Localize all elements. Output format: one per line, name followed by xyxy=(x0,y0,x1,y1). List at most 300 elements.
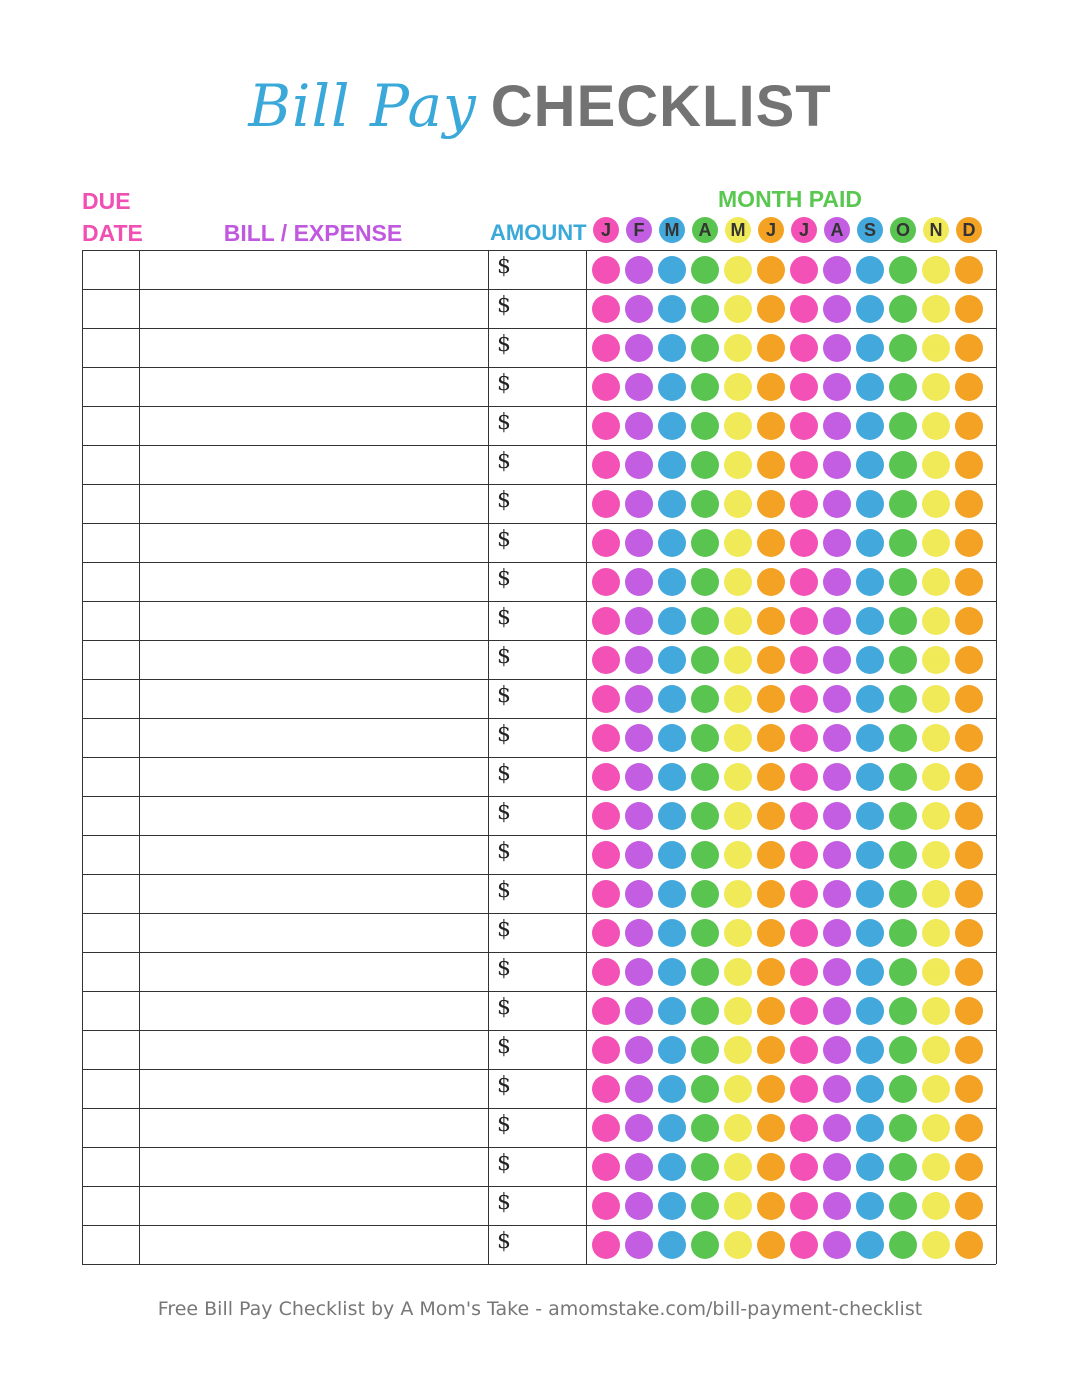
month-paid-dot[interactable] xyxy=(658,568,686,596)
month-paid-dot[interactable] xyxy=(691,880,719,908)
month-paid-dot[interactable] xyxy=(625,256,653,284)
month-paid-dot[interactable] xyxy=(625,295,653,323)
bill-expense-cell[interactable] xyxy=(140,875,488,912)
month-paid-dot[interactable] xyxy=(658,1036,686,1064)
month-paid-dot[interactable] xyxy=(592,295,620,323)
due-date-cell[interactable] xyxy=(83,836,139,873)
month-paid-dot[interactable] xyxy=(592,685,620,713)
month-paid-dot[interactable] xyxy=(757,412,785,440)
month-paid-dot[interactable] xyxy=(955,880,983,908)
month-paid-dot[interactable] xyxy=(922,412,950,440)
month-paid-dot[interactable] xyxy=(724,334,752,362)
month-paid-dot[interactable] xyxy=(823,880,851,908)
month-paid-dot[interactable] xyxy=(955,724,983,752)
month-paid-dot[interactable] xyxy=(658,607,686,635)
month-paid-dot[interactable] xyxy=(625,412,653,440)
month-paid-dot[interactable] xyxy=(856,1192,884,1220)
month-paid-dot[interactable] xyxy=(790,412,818,440)
month-paid-dot[interactable] xyxy=(955,256,983,284)
bill-expense-cell[interactable] xyxy=(140,1031,488,1068)
month-paid-dot[interactable] xyxy=(790,568,818,596)
month-paid-dot[interactable] xyxy=(922,685,950,713)
month-paid-dot[interactable] xyxy=(955,1036,983,1064)
amount-dollar-sign[interactable]: $ xyxy=(497,956,511,981)
month-paid-dot[interactable] xyxy=(757,685,785,713)
month-paid-dot[interactable] xyxy=(889,685,917,713)
bill-expense-cell[interactable] xyxy=(140,836,488,873)
month-paid-dot[interactable] xyxy=(658,1231,686,1259)
month-paid-dot[interactable] xyxy=(856,646,884,674)
month-paid-dot[interactable] xyxy=(625,1036,653,1064)
due-date-cell[interactable] xyxy=(83,758,139,795)
month-paid-dot[interactable] xyxy=(823,490,851,518)
month-paid-dot[interactable] xyxy=(889,412,917,440)
month-paid-dot[interactable] xyxy=(922,1075,950,1103)
month-paid-dot[interactable] xyxy=(889,997,917,1025)
month-paid-dot[interactable] xyxy=(658,373,686,401)
month-paid-dot[interactable] xyxy=(790,1153,818,1181)
month-paid-dot[interactable] xyxy=(922,490,950,518)
due-date-cell[interactable] xyxy=(83,563,139,600)
month-paid-dot[interactable] xyxy=(757,958,785,986)
month-paid-dot[interactable] xyxy=(625,724,653,752)
month-paid-dot[interactable] xyxy=(757,607,785,635)
month-paid-dot[interactable] xyxy=(724,529,752,557)
month-paid-dot[interactable] xyxy=(691,1231,719,1259)
month-paid-dot[interactable] xyxy=(823,1075,851,1103)
month-paid-dot[interactable] xyxy=(757,802,785,830)
month-paid-dot[interactable] xyxy=(889,607,917,635)
month-paid-dot[interactable] xyxy=(724,256,752,284)
month-paid-dot[interactable] xyxy=(955,568,983,596)
month-paid-dot[interactable] xyxy=(856,802,884,830)
month-paid-dot[interactable] xyxy=(823,1114,851,1142)
bill-expense-cell[interactable] xyxy=(140,1148,488,1185)
month-paid-dot[interactable] xyxy=(955,451,983,479)
month-paid-dot[interactable] xyxy=(691,685,719,713)
amount-dollar-sign[interactable]: $ xyxy=(497,917,511,942)
due-date-cell[interactable] xyxy=(83,797,139,834)
month-paid-dot[interactable] xyxy=(823,763,851,791)
month-paid-dot[interactable] xyxy=(856,1231,884,1259)
amount-dollar-sign[interactable]: $ xyxy=(497,527,511,552)
month-paid-dot[interactable] xyxy=(889,763,917,791)
month-paid-dot[interactable] xyxy=(856,529,884,557)
month-paid-dot[interactable] xyxy=(790,724,818,752)
amount-dollar-sign[interactable]: $ xyxy=(497,1073,511,1098)
bill-expense-cell[interactable] xyxy=(140,992,488,1029)
month-paid-dot[interactable] xyxy=(691,1153,719,1181)
amount-dollar-sign[interactable]: $ xyxy=(497,566,511,591)
month-paid-dot[interactable] xyxy=(691,763,719,791)
month-paid-dot[interactable] xyxy=(592,1114,620,1142)
month-paid-dot[interactable] xyxy=(724,958,752,986)
month-paid-dot[interactable] xyxy=(955,646,983,674)
month-paid-dot[interactable] xyxy=(757,763,785,791)
month-paid-dot[interactable] xyxy=(790,763,818,791)
month-paid-dot[interactable] xyxy=(592,607,620,635)
month-paid-dot[interactable] xyxy=(691,958,719,986)
month-paid-dot[interactable] xyxy=(757,1192,785,1220)
month-paid-dot[interactable] xyxy=(955,373,983,401)
month-paid-dot[interactable] xyxy=(691,451,719,479)
bill-expense-cell[interactable] xyxy=(140,446,488,483)
month-paid-dot[interactable] xyxy=(724,724,752,752)
month-paid-dot[interactable] xyxy=(658,646,686,674)
month-paid-dot[interactable] xyxy=(658,1114,686,1142)
month-paid-dot[interactable] xyxy=(625,373,653,401)
month-paid-dot[interactable] xyxy=(955,490,983,518)
month-paid-dot[interactable] xyxy=(625,997,653,1025)
month-paid-dot[interactable] xyxy=(790,1036,818,1064)
month-paid-dot[interactable] xyxy=(889,1192,917,1220)
month-paid-dot[interactable] xyxy=(955,295,983,323)
month-paid-dot[interactable] xyxy=(856,1036,884,1064)
month-paid-dot[interactable] xyxy=(922,373,950,401)
month-paid-dot[interactable] xyxy=(757,880,785,908)
month-paid-dot[interactable] xyxy=(757,724,785,752)
month-paid-dot[interactable] xyxy=(691,412,719,440)
month-paid-dot[interactable] xyxy=(691,490,719,518)
month-paid-dot[interactable] xyxy=(889,841,917,869)
month-paid-dot[interactable] xyxy=(658,841,686,869)
month-paid-dot[interactable] xyxy=(889,880,917,908)
month-paid-dot[interactable] xyxy=(823,1036,851,1064)
month-paid-dot[interactable] xyxy=(889,802,917,830)
due-date-cell[interactable] xyxy=(83,1226,139,1263)
month-paid-dot[interactable] xyxy=(724,412,752,440)
month-paid-dot[interactable] xyxy=(658,1153,686,1181)
month-paid-dot[interactable] xyxy=(724,1036,752,1064)
month-paid-dot[interactable] xyxy=(592,529,620,557)
month-paid-dot[interactable] xyxy=(889,1153,917,1181)
due-date-cell[interactable] xyxy=(83,719,139,756)
month-paid-dot[interactable] xyxy=(691,1192,719,1220)
month-paid-dot[interactable] xyxy=(922,256,950,284)
month-paid-dot[interactable] xyxy=(889,919,917,947)
month-paid-dot[interactable] xyxy=(856,763,884,791)
bill-expense-cell[interactable] xyxy=(140,251,488,288)
month-paid-dot[interactable] xyxy=(691,295,719,323)
month-paid-dot[interactable] xyxy=(823,607,851,635)
month-paid-dot[interactable] xyxy=(955,958,983,986)
month-paid-dot[interactable] xyxy=(922,724,950,752)
month-paid-dot[interactable] xyxy=(790,1114,818,1142)
month-paid-dot[interactable] xyxy=(724,295,752,323)
month-paid-dot[interactable] xyxy=(625,919,653,947)
month-paid-dot[interactable] xyxy=(889,958,917,986)
due-date-cell[interactable] xyxy=(83,1148,139,1185)
month-paid-dot[interactable] xyxy=(790,997,818,1025)
month-paid-dot[interactable] xyxy=(790,919,818,947)
month-paid-dot[interactable] xyxy=(955,763,983,791)
bill-expense-cell[interactable] xyxy=(140,407,488,444)
month-paid-dot[interactable] xyxy=(856,1153,884,1181)
month-paid-dot[interactable] xyxy=(922,295,950,323)
month-paid-dot[interactable] xyxy=(856,373,884,401)
month-paid-dot[interactable] xyxy=(658,997,686,1025)
month-paid-dot[interactable] xyxy=(757,256,785,284)
amount-dollar-sign[interactable]: $ xyxy=(497,683,511,708)
month-paid-dot[interactable] xyxy=(724,1192,752,1220)
month-paid-dot[interactable] xyxy=(889,1075,917,1103)
month-paid-dot[interactable] xyxy=(691,997,719,1025)
month-paid-dot[interactable] xyxy=(592,568,620,596)
month-paid-dot[interactable] xyxy=(856,880,884,908)
amount-dollar-sign[interactable]: $ xyxy=(497,371,511,396)
month-paid-dot[interactable] xyxy=(823,412,851,440)
bill-expense-cell[interactable] xyxy=(140,719,488,756)
amount-dollar-sign[interactable]: $ xyxy=(497,722,511,747)
month-paid-dot[interactable] xyxy=(922,763,950,791)
month-paid-dot[interactable] xyxy=(790,607,818,635)
due-date-cell[interactable] xyxy=(83,641,139,678)
month-paid-dot[interactable] xyxy=(625,490,653,518)
month-paid-dot[interactable] xyxy=(724,1114,752,1142)
month-paid-dot[interactable] xyxy=(922,607,950,635)
month-paid-dot[interactable] xyxy=(592,958,620,986)
month-paid-dot[interactable] xyxy=(823,958,851,986)
month-paid-dot[interactable] xyxy=(691,568,719,596)
amount-dollar-sign[interactable]: $ xyxy=(497,1229,511,1254)
month-paid-dot[interactable] xyxy=(922,451,950,479)
month-paid-dot[interactable] xyxy=(658,412,686,440)
month-paid-dot[interactable] xyxy=(922,919,950,947)
month-paid-dot[interactable] xyxy=(592,646,620,674)
month-paid-dot[interactable] xyxy=(757,568,785,596)
month-paid-dot[interactable] xyxy=(823,568,851,596)
amount-dollar-sign[interactable]: $ xyxy=(497,332,511,357)
bill-expense-cell[interactable] xyxy=(140,368,488,405)
month-paid-dot[interactable] xyxy=(790,685,818,713)
month-paid-dot[interactable] xyxy=(592,451,620,479)
month-paid-dot[interactable] xyxy=(625,1192,653,1220)
month-paid-dot[interactable] xyxy=(592,373,620,401)
month-paid-dot[interactable] xyxy=(955,997,983,1025)
month-paid-dot[interactable] xyxy=(856,919,884,947)
month-paid-dot[interactable] xyxy=(757,295,785,323)
bill-expense-cell[interactable] xyxy=(140,1226,488,1263)
month-paid-dot[interactable] xyxy=(823,646,851,674)
amount-dollar-sign[interactable]: $ xyxy=(497,800,511,825)
due-date-cell[interactable] xyxy=(83,446,139,483)
month-paid-dot[interactable] xyxy=(724,1231,752,1259)
month-paid-dot[interactable] xyxy=(757,1036,785,1064)
month-paid-dot[interactable] xyxy=(790,1075,818,1103)
month-paid-dot[interactable] xyxy=(625,607,653,635)
month-paid-dot[interactable] xyxy=(955,841,983,869)
bill-expense-cell[interactable] xyxy=(140,1070,488,1107)
month-paid-dot[interactable] xyxy=(856,997,884,1025)
amount-dollar-sign[interactable]: $ xyxy=(497,605,511,630)
month-paid-dot[interactable] xyxy=(889,724,917,752)
month-paid-dot[interactable] xyxy=(856,724,884,752)
month-paid-dot[interactable] xyxy=(691,607,719,635)
month-paid-dot[interactable] xyxy=(955,1153,983,1181)
month-paid-dot[interactable] xyxy=(856,451,884,479)
due-date-cell[interactable] xyxy=(83,953,139,990)
month-paid-dot[interactable] xyxy=(823,997,851,1025)
month-paid-dot[interactable] xyxy=(889,256,917,284)
month-paid-dot[interactable] xyxy=(658,529,686,557)
month-paid-dot[interactable] xyxy=(625,841,653,869)
month-paid-dot[interactable] xyxy=(790,802,818,830)
month-paid-dot[interactable] xyxy=(592,1231,620,1259)
month-paid-dot[interactable] xyxy=(757,1075,785,1103)
month-paid-dot[interactable] xyxy=(592,880,620,908)
due-date-cell[interactable] xyxy=(83,875,139,912)
amount-dollar-sign[interactable]: $ xyxy=(497,761,511,786)
month-paid-dot[interactable] xyxy=(625,529,653,557)
month-paid-dot[interactable] xyxy=(757,841,785,869)
month-paid-dot[interactable] xyxy=(724,685,752,713)
month-paid-dot[interactable] xyxy=(856,412,884,440)
bill-expense-cell[interactable] xyxy=(140,563,488,600)
due-date-cell[interactable] xyxy=(83,524,139,561)
month-paid-dot[interactable] xyxy=(757,1153,785,1181)
amount-dollar-sign[interactable]: $ xyxy=(497,488,511,513)
month-paid-dot[interactable] xyxy=(922,1192,950,1220)
month-paid-dot[interactable] xyxy=(658,256,686,284)
month-paid-dot[interactable] xyxy=(955,1192,983,1220)
bill-expense-cell[interactable] xyxy=(140,602,488,639)
due-date-cell[interactable] xyxy=(83,329,139,366)
bill-expense-cell[interactable] xyxy=(140,680,488,717)
month-paid-dot[interactable] xyxy=(922,1036,950,1064)
month-paid-dot[interactable] xyxy=(658,490,686,518)
month-paid-dot[interactable] xyxy=(724,568,752,596)
month-paid-dot[interactable] xyxy=(922,802,950,830)
month-paid-dot[interactable] xyxy=(691,724,719,752)
month-paid-dot[interactable] xyxy=(757,373,785,401)
due-date-cell[interactable] xyxy=(83,1109,139,1146)
month-paid-dot[interactable] xyxy=(823,841,851,869)
month-paid-dot[interactable] xyxy=(922,646,950,674)
month-paid-dot[interactable] xyxy=(691,919,719,947)
month-paid-dot[interactable] xyxy=(856,568,884,596)
month-paid-dot[interactable] xyxy=(955,1075,983,1103)
month-paid-dot[interactable] xyxy=(955,412,983,440)
month-paid-dot[interactable] xyxy=(724,880,752,908)
month-paid-dot[interactable] xyxy=(658,880,686,908)
month-paid-dot[interactable] xyxy=(889,568,917,596)
month-paid-dot[interactable] xyxy=(592,256,620,284)
month-paid-dot[interactable] xyxy=(790,880,818,908)
bill-expense-cell[interactable] xyxy=(140,953,488,990)
month-paid-dot[interactable] xyxy=(625,1231,653,1259)
month-paid-dot[interactable] xyxy=(790,529,818,557)
month-paid-dot[interactable] xyxy=(691,529,719,557)
month-paid-dot[interactable] xyxy=(691,373,719,401)
bill-expense-cell[interactable] xyxy=(140,524,488,561)
month-paid-dot[interactable] xyxy=(856,256,884,284)
month-paid-dot[interactable] xyxy=(856,334,884,362)
amount-dollar-sign[interactable]: $ xyxy=(497,644,511,669)
bill-expense-cell[interactable] xyxy=(140,914,488,951)
due-date-cell[interactable] xyxy=(83,368,139,405)
month-paid-dot[interactable] xyxy=(658,958,686,986)
month-paid-dot[interactable] xyxy=(625,958,653,986)
month-paid-dot[interactable] xyxy=(856,1075,884,1103)
month-paid-dot[interactable] xyxy=(922,1231,950,1259)
due-date-cell[interactable] xyxy=(83,485,139,522)
bill-expense-cell[interactable] xyxy=(140,758,488,795)
month-paid-dot[interactable] xyxy=(691,802,719,830)
month-paid-dot[interactable] xyxy=(724,997,752,1025)
month-paid-dot[interactable] xyxy=(691,646,719,674)
month-paid-dot[interactable] xyxy=(625,1114,653,1142)
month-paid-dot[interactable] xyxy=(955,334,983,362)
month-paid-dot[interactable] xyxy=(592,1192,620,1220)
amount-dollar-sign[interactable]: $ xyxy=(497,449,511,474)
amount-dollar-sign[interactable]: $ xyxy=(497,254,511,279)
amount-dollar-sign[interactable]: $ xyxy=(497,410,511,435)
month-paid-dot[interactable] xyxy=(823,373,851,401)
month-paid-dot[interactable] xyxy=(790,841,818,869)
month-paid-dot[interactable] xyxy=(823,919,851,947)
month-paid-dot[interactable] xyxy=(592,1153,620,1181)
month-paid-dot[interactable] xyxy=(790,451,818,479)
month-paid-dot[interactable] xyxy=(757,919,785,947)
month-paid-dot[interactable] xyxy=(724,841,752,869)
due-date-cell[interactable] xyxy=(83,290,139,327)
month-paid-dot[interactable] xyxy=(889,490,917,518)
month-paid-dot[interactable] xyxy=(889,334,917,362)
month-paid-dot[interactable] xyxy=(856,295,884,323)
month-paid-dot[interactable] xyxy=(724,919,752,947)
month-paid-dot[interactable] xyxy=(658,685,686,713)
month-paid-dot[interactable] xyxy=(592,1036,620,1064)
month-paid-dot[interactable] xyxy=(625,1153,653,1181)
month-paid-dot[interactable] xyxy=(724,763,752,791)
month-paid-dot[interactable] xyxy=(757,334,785,362)
month-paid-dot[interactable] xyxy=(592,724,620,752)
due-date-cell[interactable] xyxy=(83,602,139,639)
due-date-cell[interactable] xyxy=(83,251,139,288)
month-paid-dot[interactable] xyxy=(625,334,653,362)
due-date-cell[interactable] xyxy=(83,1031,139,1068)
month-paid-dot[interactable] xyxy=(856,685,884,713)
month-paid-dot[interactable] xyxy=(955,1231,983,1259)
month-paid-dot[interactable] xyxy=(625,802,653,830)
month-paid-dot[interactable] xyxy=(691,1075,719,1103)
month-paid-dot[interactable] xyxy=(592,490,620,518)
month-paid-dot[interactable] xyxy=(724,373,752,401)
month-paid-dot[interactable] xyxy=(691,1036,719,1064)
bill-expense-cell[interactable] xyxy=(140,485,488,522)
month-paid-dot[interactable] xyxy=(658,451,686,479)
month-paid-dot[interactable] xyxy=(790,646,818,674)
month-paid-dot[interactable] xyxy=(856,1114,884,1142)
month-paid-dot[interactable] xyxy=(592,997,620,1025)
month-paid-dot[interactable] xyxy=(922,958,950,986)
month-paid-dot[interactable] xyxy=(955,607,983,635)
month-paid-dot[interactable] xyxy=(592,763,620,791)
month-paid-dot[interactable] xyxy=(856,607,884,635)
due-date-cell[interactable] xyxy=(83,914,139,951)
month-paid-dot[interactable] xyxy=(658,295,686,323)
month-paid-dot[interactable] xyxy=(790,1231,818,1259)
month-paid-dot[interactable] xyxy=(757,997,785,1025)
month-paid-dot[interactable] xyxy=(790,958,818,986)
month-paid-dot[interactable] xyxy=(823,1231,851,1259)
month-paid-dot[interactable] xyxy=(922,1153,950,1181)
amount-dollar-sign[interactable]: $ xyxy=(497,1112,511,1137)
amount-dollar-sign[interactable]: $ xyxy=(497,1034,511,1059)
month-paid-dot[interactable] xyxy=(757,490,785,518)
month-paid-dot[interactable] xyxy=(658,724,686,752)
month-paid-dot[interactable] xyxy=(724,802,752,830)
